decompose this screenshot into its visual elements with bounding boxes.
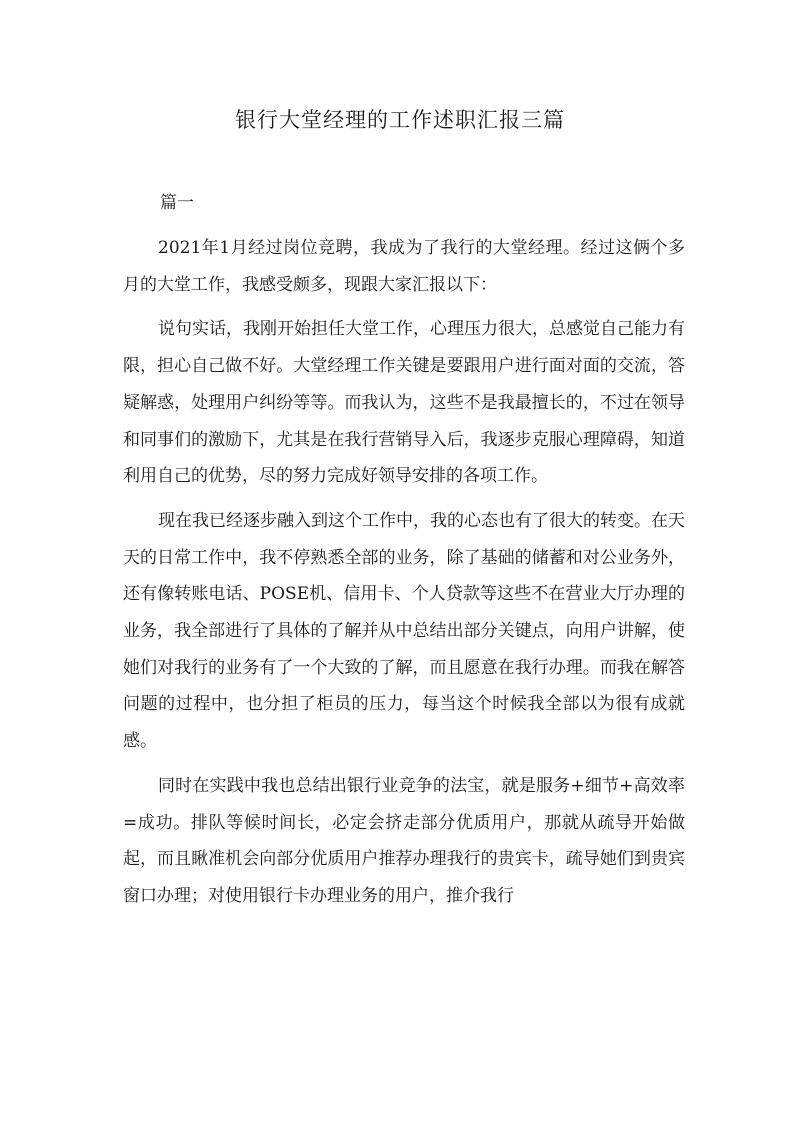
paragraph: 说句实话，我刚开始担任大堂工作，心理压力很大，总感觉自己能力有限，担心自己做不好。大堂经理工作关键是要跟用户进行面对面的交流，答疑解惑，处理用户纠纷等等。而我认为，这些不是我最擅长的，不过在领导和同事们的激励下，尤其是在我行营销导入后，我逐步克服心理障碍，知道利用自己的优势，尽的努力完成好领导安排的各项工作。 (123, 319, 685, 487)
paragraph: 2021年1月经过岗位竞聘，我成为了我行的大堂经理。经过这俩个多月的大堂工作，我感受颇多，现跟大家汇报以下： (123, 238, 685, 295)
paragraph: 同时在实践中我也总结出银行业竞争的法宝，就是服务+细节+高效率=成功。排队等候时间长，必定会挤走部分优质用户，那就从疏导开始做起，而且瞅准机会向部分优质用户推荐办理我行的贵宾卡，疏导她们到贵宾窗口办理；对使用银行卡办理业务的用户，推介我行 (123, 775, 685, 906)
paragraph: 现在我已经逐步融入到这个工作中，我的心态也有了很大的转变。在天天的日常工作中，我不停熟悉全部的业务，除了基础的储蓄和对公业务外，还有像转账电话、POSE机、信用卡、个人贷款等这些不在营业大厅办理的业务，我全部进行了具体的了解并从中总结出部分关键点，向用户讲解，使她们对我行的业务有了一个大致的了解，而且愿意在我行办理。而我在解答问题的过程中，也分担了柜员的压力，每当这个时候我全部以为很有成就感。 (123, 510, 685, 752)
document-title: 银行大堂经理的工作述职汇报三篇 (235, 108, 565, 132)
section-heading: 篇一 (160, 193, 194, 213)
document-body (123, 230, 685, 923)
